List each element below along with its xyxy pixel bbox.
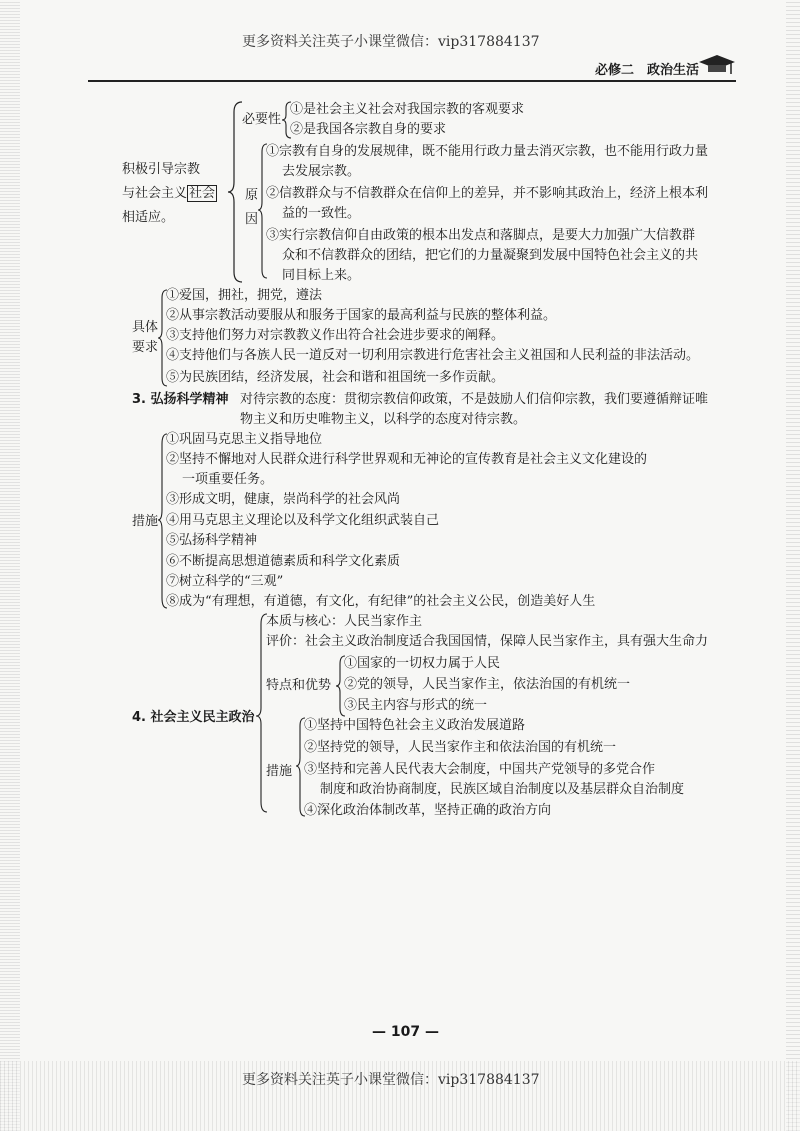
graduation-cap-icon: [697, 52, 737, 78]
science-measures-label: 措施: [132, 514, 159, 529]
scan-noise-right: [786, 0, 800, 1131]
reason-2a: ②信教群众与不信教群众在信仰上的差异，并不影响其政治上，经济上根本利: [266, 186, 709, 201]
requirement-1: ①爱国，拥社，拥党，遵法: [166, 288, 323, 303]
democracy-measure-4: ④深化政治体制改革，坚持正确的政治方向: [304, 803, 552, 818]
democracy-feature-1: ①国家的一切权力属于人民: [344, 656, 501, 671]
democracy-measures-label: 措施: [266, 764, 293, 779]
democracy-measure-3b: 制度和政治协商制度，民族区域自治制度以及基层群众自治制度: [320, 782, 685, 797]
science-attitude-line2: 物主义和历史唯物主义，以科学的态度对待宗教。: [240, 412, 527, 427]
requirement-2: ②从事宗教活动要服从和服务于国家的最高利益与民族的整体利益。: [166, 308, 557, 323]
reason-3c: 同目标上来。: [282, 268, 361, 283]
religion-topic-line2a: 与社会主义: [122, 186, 188, 201]
requirements-label-1: 具体: [132, 320, 159, 335]
necessity-item-1: ①是社会主义社会对我国宗教的客观要求: [290, 102, 525, 117]
header-rule: [88, 80, 736, 82]
religion-topic-line1: 积极引导宗教: [122, 162, 201, 177]
reason-label-1: 原: [245, 188, 259, 203]
science-measure-3: ③形成文明，健康，崇尚科学的社会风尚: [166, 492, 401, 507]
science-measure-4: ④用马克思主义理论以及科学文化组织武装自己: [166, 513, 440, 528]
democracy-feature-3: ③民主内容与形式的统一: [344, 698, 488, 713]
header-label: 必修二 政治生活: [595, 63, 700, 78]
democracy-feature-2: ②党的领导，人民当家作主，依法治国的有机统一: [344, 677, 631, 692]
requirement-5: ⑤为民族团结，经济发展，社会和谐和祖国统一多作贡献。: [166, 370, 505, 385]
democracy-measure-1: ①坚持中国特色社会主义政治发展道路: [304, 718, 526, 733]
reason-2b: 益的一致性。: [282, 206, 361, 221]
necessity-item-2: ②是我国各宗教自身的要求: [290, 122, 447, 137]
scan-noise-left: [0, 0, 20, 1131]
reason-3a: ③实行宗教信仰自由政策的根本出发点和落脚点，是要大力加强广大信教群: [266, 228, 696, 243]
page-number: — 107 —: [372, 1024, 439, 1040]
science-measure-2a: ②坚持不懈地对人民群众进行科学世界观和无神论的宣传教育是社会主义文化建设的: [166, 452, 648, 467]
requirement-4: ④支持他们与各族人民一道反对一切利用宗教进行危害社会主义祖国和人民利益的非法活动。: [166, 348, 700, 363]
requirement-3: ③支持他们努力对宗教教义作出符合社会进步要求的阐释。: [166, 328, 505, 343]
science-measure-6: ⑥不断提高思想道德素质和科学文化素质: [166, 554, 401, 569]
science-attitude-line1: 对待宗教的态度：贯彻宗教信仰政策，不是鼓励人们信仰宗教，我们要遵循辩证唯: [240, 392, 709, 407]
reason-label-2: 因: [245, 212, 259, 227]
religion-topic-line3: 相适应。: [122, 210, 175, 225]
science-title: 3. 弘扬科学精神: [132, 392, 229, 407]
democracy-measure-3a: ③坚持和完善人民代表大会制度，中国共产党领导的多党合作: [304, 762, 656, 777]
religion-topic-line2: [122, 184, 217, 204]
democracy-essence: 本质与核心：人民当家作主: [266, 614, 423, 629]
requirements-label-2: 要求: [132, 340, 159, 355]
watermark-top: 更多资料关注英子小课堂微信：vip317884137: [242, 34, 540, 50]
science-measure-5: ⑤弘扬科学精神: [166, 533, 258, 548]
necessity-label: 必要性: [242, 112, 282, 127]
science-measure-1: ①巩固马克思主义指导地位: [166, 432, 323, 447]
religion-topic-line2b: 社会: [189, 186, 216, 201]
reason-1a: ①宗教有自身的发展规律，既不能用行政力量去消灭宗教，也不能用行政力量: [266, 144, 709, 159]
democracy-title: 4. 社会主义民主政治: [132, 710, 255, 725]
reason-1b: 去发展宗教。: [282, 164, 361, 179]
democracy-measure-2: ②坚持党的领导，人民当家作主和依法治国的有机统一: [304, 740, 617, 755]
science-measure-2b: 一项重要任务。: [182, 472, 274, 487]
democracy-features-label: 特点和优势: [266, 678, 332, 693]
watermark-bottom: 更多资料关注英子小课堂微信：vip317884137: [242, 1072, 540, 1088]
brace-reasons: [258, 142, 268, 280]
science-measure-8: ⑧成为“有理想，有道德，有文化，有纪律”的社会主义公民，创造美好人生: [166, 594, 596, 609]
science-measure-7: ⑦树立科学的“三观”: [166, 574, 284, 589]
democracy-evaluation: 评价：社会主义政治制度适合我国国情，保障人民当家作主，具有强大生命力: [266, 634, 709, 649]
reason-3b: 众和不信教群众的团结，把它们的力量凝聚到发展中国特色社会主义的共: [282, 248, 699, 263]
